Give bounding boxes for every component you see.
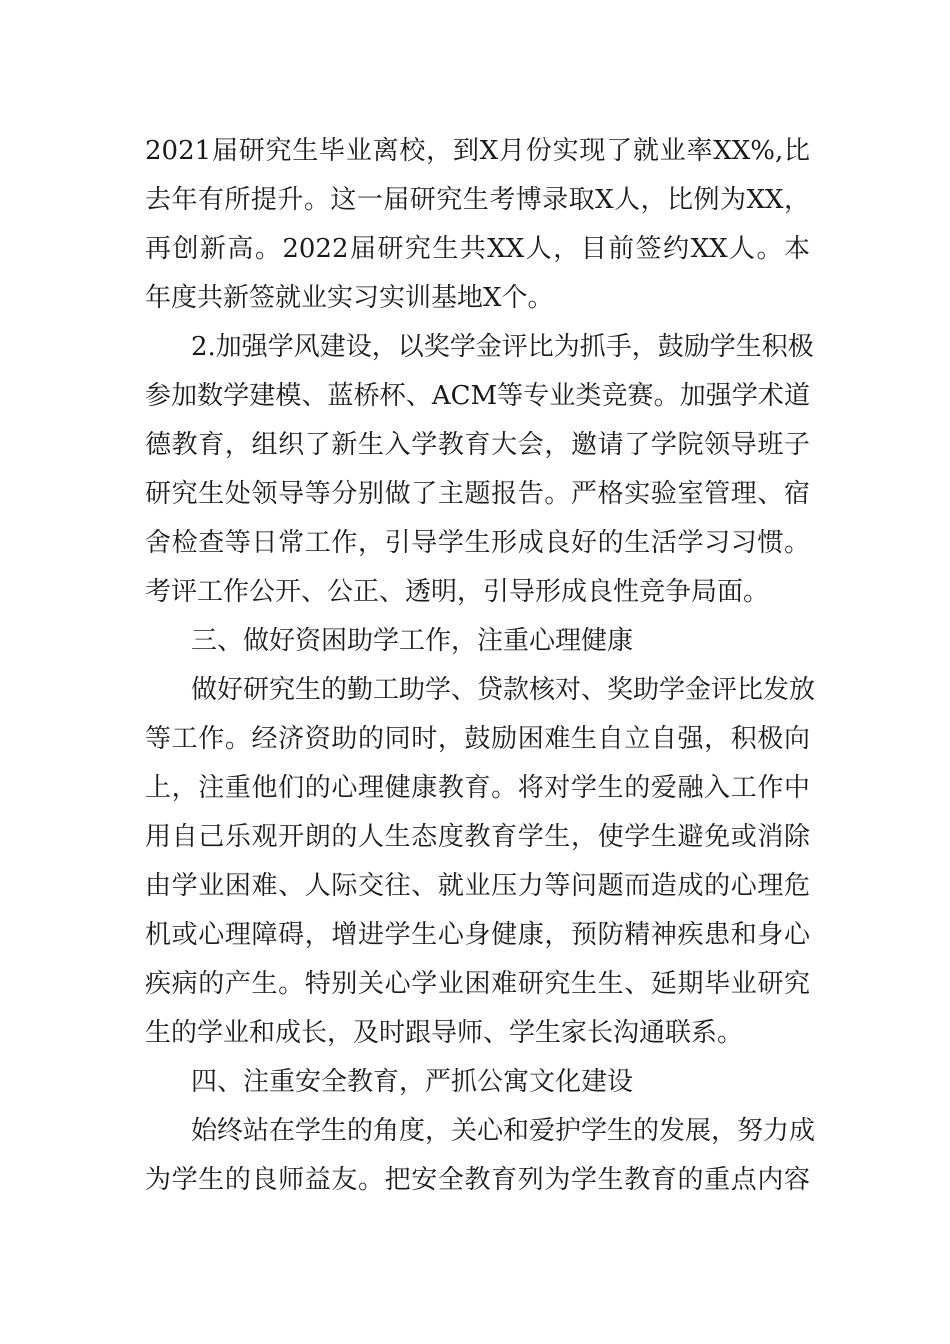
text-line: 疾病的产生。特别关心学业困难研究生生、延期毕业研究 [145, 969, 810, 999]
text-line: 舍检查等日常工作，引导学生形成良好的生活学习习惯。 [145, 528, 810, 558]
text-line: 做好研究生的勤工助学、贷款核对、奖助学金评比发放 [191, 675, 816, 705]
text-line: 德教育，组织了新生入学教育大会，邀请了学院领导班子 [145, 430, 810, 460]
document-body [145, 127, 816, 1205]
text-line: 再创新高。2022届研究生共XX人，目前签约XX人。本 [145, 234, 810, 264]
text-line: 生的学业和成长，及时跟导师、学生家长沟通联系。 [145, 1018, 744, 1048]
text-line: 机或心理障碍，增进学生心身健康，预防精神疾患和身心 [145, 920, 810, 950]
text-line: 参加数学建模、蓝桥杯、ACM等专业类竞赛。加强学术道 [145, 381, 810, 411]
text-line: 2.加强学风建设，以奖学金评比为抓手，鼓励学生积极 [191, 332, 814, 362]
section-heading: 四、注重安全教育，严抓公寓文化建设 [191, 1067, 634, 1097]
section-heading: 三、做好资困助学工作，注重心理健康 [191, 626, 634, 656]
text-line: 年度共新签就业实习实训基地X个。 [145, 283, 554, 313]
text-line: 等工作。经济资助的同时，鼓励困难生自立自强，积极向 [145, 724, 810, 754]
text-line: 考评工作公开、公正、透明，引导形成良性竞争局面。 [145, 577, 770, 607]
text-line: 2021届研究生毕业离校，到X月份实现了就业率XX%,比 [145, 136, 810, 166]
text-line: 去年有所提升。这一届研究生考博录取X人，比例为XX， [145, 185, 810, 215]
text-line: 为学生的良师益友。把安全教育列为学生教育的重点内容 [145, 1165, 810, 1195]
text-line: 由学业困难、人际交往、就业压力等问题而造成的心理危 [145, 871, 810, 901]
text-line: 用自己乐观开朗的人生态度教育学生，使学生避免或消除 [145, 822, 810, 852]
text-line: 始终站在学生的角度，关心和爱护学生的发展，努力成 [191, 1116, 816, 1146]
text-line: 研究生处领导等分别做了主题报告。严格实验室管理、宿 [145, 479, 810, 509]
text-line: 上，注重他们的心理健康教育。将对学生的爱融入工作中 [145, 773, 810, 803]
